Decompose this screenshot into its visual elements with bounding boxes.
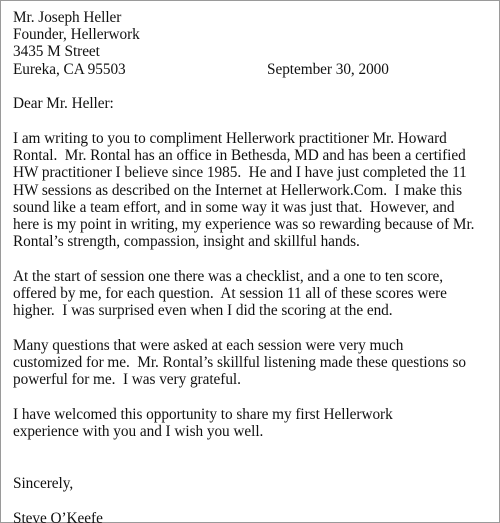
paragraph-line: experience with you and I wish you well. bbox=[13, 423, 264, 441]
signature-name: Steve O’Keefe bbox=[13, 509, 103, 523]
paragraph-3 bbox=[13, 337, 491, 389]
paragraph-4 bbox=[13, 406, 491, 440]
salutation: Dear Mr. Heller: bbox=[13, 95, 114, 113]
paragraph-line: sound like a team effort, and in some way it was just that. However, and bbox=[13, 198, 455, 216]
recipient-name: Mr. Joseph Heller bbox=[13, 9, 122, 26]
paragraph-2 bbox=[13, 268, 491, 320]
paragraph-line: I am writing to you to compliment Hellerwork practitioner Mr. Howard bbox=[13, 129, 447, 147]
recipient-street: 3435 M Street bbox=[13, 43, 100, 61]
paragraph-line: HW practitioner I believe since 1985. He and I have just completed the 11 bbox=[13, 164, 467, 182]
paragraph-line: higher. I was surprised even when I did the scoring at the end. bbox=[13, 302, 393, 320]
paragraph-line: Many questions that were asked at each session were very much bbox=[13, 336, 404, 354]
paragraph-line: customized for me. Mr. Rontal’s skillful listening made these questions so bbox=[13, 354, 466, 371]
paragraph-line: here is my point in writing, my experience was so rewarding because of Mr. bbox=[13, 215, 475, 233]
paragraph-line: HW sessions as described on the Internet at Hellerwork.Com. I make this bbox=[13, 181, 462, 199]
paragraph-line: Rontal’s strength, compassion, insight and skillful hands. bbox=[13, 233, 360, 251]
recipient-city: Eureka, CA 95503 bbox=[13, 60, 126, 78]
city-date-row bbox=[13, 61, 491, 78]
recipient-title: Founder, Hellerwork bbox=[13, 26, 140, 44]
paragraph-line: At the start of session one there was a checklist, and a one to ten score, bbox=[13, 267, 443, 285]
paragraph-line: Rontal. Mr. Rontal has an office in Bethesda, MD and has been a certified bbox=[13, 147, 466, 165]
paragraph-line: offered by me, for each question. At session 11 all of these scores were bbox=[13, 284, 447, 302]
paragraph-line: powerful for me. I was very grateful. bbox=[13, 371, 241, 389]
paragraph-line: I have welcomed this opportunity to share my first Hellerwork bbox=[13, 405, 393, 423]
letter-date: September 30, 2000 bbox=[267, 60, 389, 78]
paragraph-1 bbox=[13, 130, 491, 250]
closing: Sincerely, bbox=[13, 475, 74, 493]
letter-body bbox=[13, 9, 491, 523]
